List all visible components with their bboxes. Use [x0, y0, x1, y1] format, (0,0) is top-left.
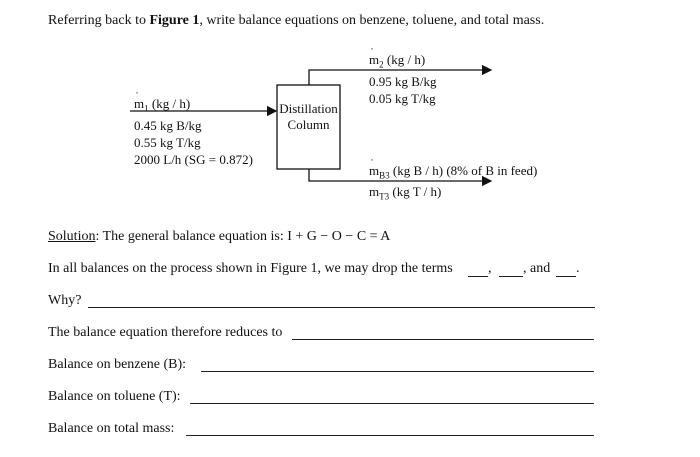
bottom-benzene-label: ˙ $m_{B3}$ (kg B / h) (8% of B in feed): [369, 163, 537, 181]
toluene-balance-blank[interactable]: [190, 403, 594, 404]
total-mass-balance-blank[interactable]: [186, 435, 594, 436]
instruction-prefix: Referring back to: [48, 13, 150, 28]
solution-label: Solution: [48, 229, 96, 244]
drop-term-blank-2[interactable]: [499, 276, 523, 277]
toluene-balance-label: Balance on toluene (T):: [48, 389, 181, 404]
column-label: Distillation Column: [279, 101, 338, 132]
drop-terms-question: In all balances on the process shown in Figure 1, we may drop the terms: [48, 261, 453, 276]
reduces-label: The balance equation therefore reduces to: [48, 325, 283, 340]
bottom-toluene-label: ˙ $m_{T3}$ (kg T / h): [369, 184, 441, 202]
instruction-suffix: , write balance equations on benzene, toluene, and total mass.: [199, 13, 545, 28]
drop-term-blank-3[interactable]: [556, 276, 576, 277]
top-flow-label: ˙ $m_2$ (kg / h): [369, 52, 425, 70]
figure-reference: Figure 1: [149, 13, 200, 28]
total-mass-balance-label: Balance on total mass:: [48, 421, 175, 436]
feed-flow-label: ˙ $m_1$ (kg / h): [134, 96, 190, 114]
feed-composition: 0.45 kg B/kg 0.55 kg T/kg 2000 L/h (SG = 0.872): [134, 118, 253, 167]
general-balance-equation: : The general balance equation is: I + G − O − C = A: [95, 229, 391, 244]
benzene-balance-blank[interactable]: [201, 371, 594, 372]
why-answer-blank[interactable]: [88, 307, 595, 308]
why-label: Why?: [48, 293, 82, 308]
drop-term-blank-1[interactable]: [468, 276, 488, 277]
benzene-balance-label: Balance on benzene (B):: [48, 357, 186, 372]
top-composition: 0.95 kg B/kg 0.05 kg T/kg: [369, 74, 437, 106]
solution-line: [48, 229, 390, 245]
reduced-equation-blank[interactable]: [292, 339, 594, 340]
